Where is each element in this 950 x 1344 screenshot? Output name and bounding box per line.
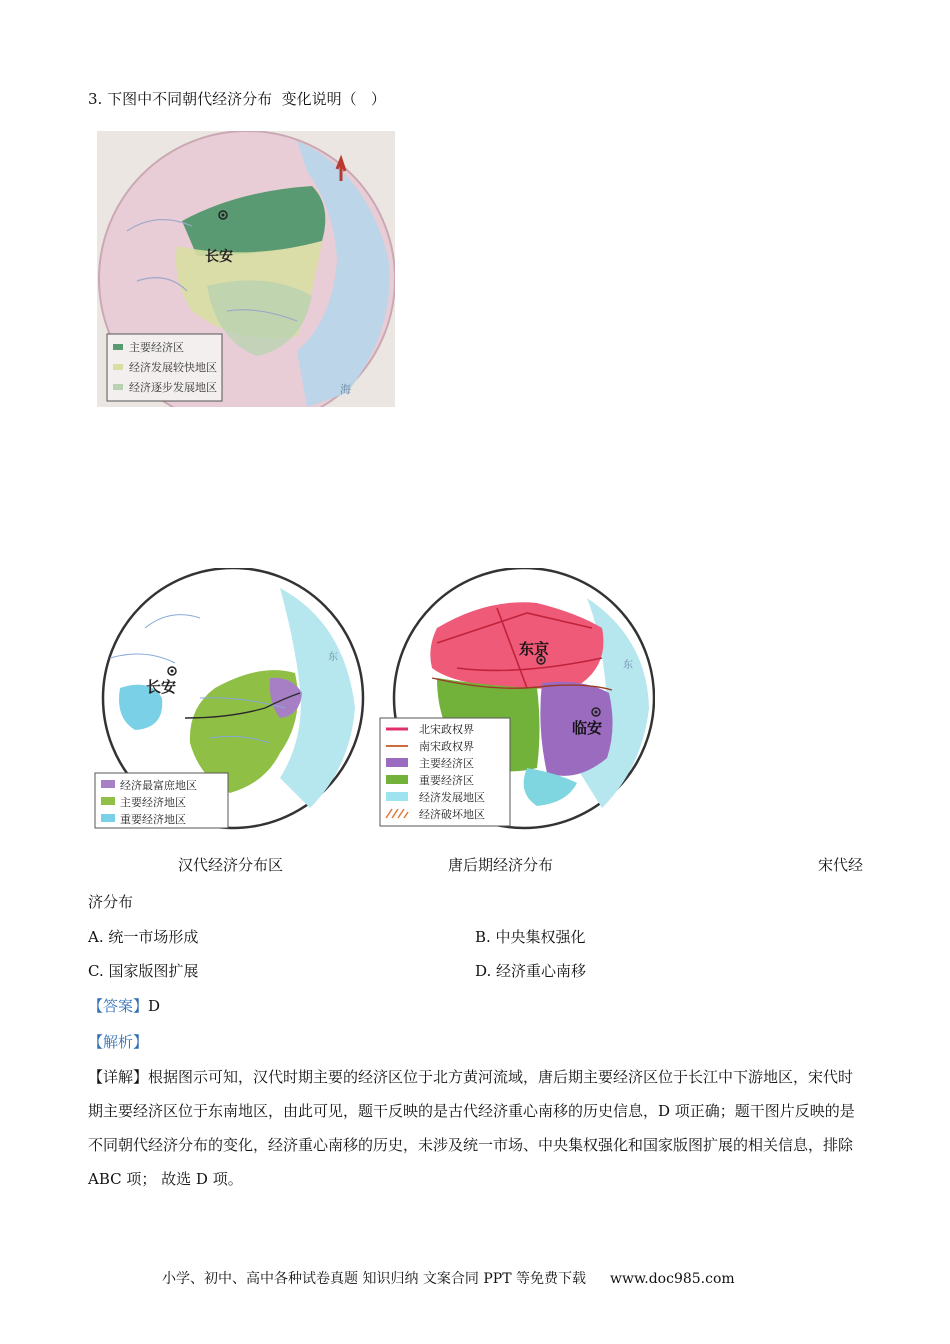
footer-url[interactable]: www.doc985.com bbox=[609, 1271, 735, 1287]
footer bbox=[162, 1272, 735, 1286]
map-han-photo bbox=[97, 131, 395, 407]
analysis-tag: 【解析】 bbox=[88, 1033, 149, 1051]
caption-han: 汉代经济分布区 bbox=[178, 856, 284, 874]
caption-tang: 唐后期经济分布 bbox=[448, 856, 554, 874]
answer-line bbox=[88, 999, 160, 1014]
map1-sea-label: 海 bbox=[340, 383, 351, 396]
map1-legend-2: 经济发展较快地区 bbox=[129, 361, 217, 374]
map3-legend-1: 北宋政权界 bbox=[419, 723, 474, 736]
map2-legend-2: 主要经济地区 bbox=[120, 796, 186, 809]
map2-sea-label: 东 bbox=[328, 652, 338, 663]
question-number: 3. bbox=[88, 90, 103, 108]
map2-city-label: 长安 bbox=[146, 678, 177, 696]
detail-text: 根据图示可知，汉代时期主要的经济区位于北方黄河流域，唐后期主要经济区位于长江中下游地区，宋代时期主要经济区位于东南地区，由此可见，题干反映的是古代经济重心南移的历史信息，D 项正确；题干图片反映的是不同朝代经济分布的变化，经济重心南移的历史，未涉及统一市场、中央集权强化和国家版图扩展的相关信息，排除 ABC 项； 故选 D 项。 bbox=[88, 1068, 855, 1188]
option-d: D. 经济重心南移 bbox=[475, 962, 587, 980]
option-c: C. 国家版图扩展 bbox=[88, 962, 199, 980]
map1-legend-1: 主要经济区 bbox=[129, 341, 184, 354]
map3-legend-5: 经济发展地区 bbox=[419, 791, 485, 804]
map2-legend-3: 重要经济地区 bbox=[120, 813, 186, 826]
option-a: A. 统一市场形成 bbox=[88, 928, 199, 946]
question-stem bbox=[88, 92, 386, 107]
detail-tag: 【详解】 bbox=[88, 1068, 149, 1086]
answer-tag: 【答案】 bbox=[88, 997, 149, 1015]
caption-song-2: 济分布 bbox=[88, 893, 134, 911]
map-tang bbox=[90, 568, 365, 830]
map3-legend-2: 南宋政权界 bbox=[419, 740, 474, 753]
map2-legend-1: 经济最富庶地区 bbox=[120, 779, 197, 792]
map1-city-label: 长安 bbox=[205, 249, 233, 265]
map1-legend-3: 经济逐步发展地区 bbox=[129, 381, 217, 394]
footer-text: 小学、初中、高中各种试卷真题 知识归纳 文案合同 PPT 等免费下载 bbox=[162, 1271, 586, 1287]
map3-legend-3: 主要经济区 bbox=[419, 757, 474, 770]
map3-city-1: 东京 bbox=[519, 640, 550, 658]
option-b: B. 中央集权强化 bbox=[475, 928, 586, 946]
answer-value: D bbox=[148, 997, 161, 1015]
map3-legend-4: 重要经济区 bbox=[419, 774, 474, 787]
caption-song-1: 宋代经 bbox=[818, 856, 864, 874]
map3-legend-6: 经济破坏地区 bbox=[419, 808, 485, 821]
map3-city-2: 临安 bbox=[572, 719, 603, 737]
analysis-detail bbox=[88, 1060, 860, 1196]
question-text: 下图中不同朝代经济分布 变化说明（ ） bbox=[107, 90, 386, 108]
map-song bbox=[377, 568, 655, 830]
map3-sea-label: 东 bbox=[623, 660, 633, 671]
